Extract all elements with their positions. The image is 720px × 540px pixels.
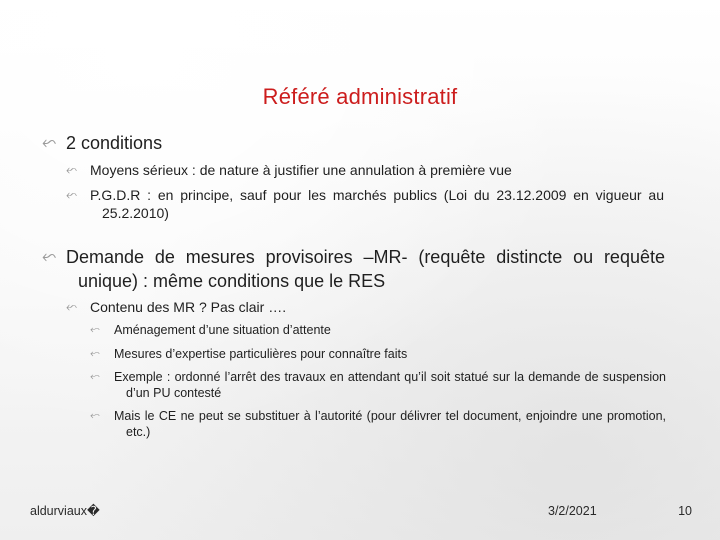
bullet-text: Contenu des MR ? Pas clair …. (90, 299, 287, 315)
footer-date: 3/2/2021 (548, 504, 597, 518)
sub-sub-bullet-ce: ⬿ Mais le CE ne peut se substituer à l’autorité (pour délivrer tel document, enjoindre une promotion, etc.) (90, 408, 666, 439)
bullet-text: P.G.D.R : en principe, sauf pour les marchés publics (Loi du 23.12.2009 en vigueur au 25.2.2010) (90, 187, 664, 221)
bullet-2-conditions: ⬿ 2 conditions (42, 132, 163, 153)
bullet-text: Exemple : ordonné l’arrêt des travaux en attendant qu’il soit statué sur la demande de suspension d’un PU contesté (114, 370, 666, 400)
footer-page-number: 10 (678, 504, 692, 518)
bullet-text: Aménagement d’une situation d’attente (114, 323, 331, 337)
sub-bullet-contenu-mr: ⬿ Contenu des MR ? Pas clair …. (66, 298, 287, 315)
sub-sub-bullet-amenagement: ⬿ Aménagement d’une situation d’attente (90, 322, 331, 337)
bullet-text: Demande de mesures provisoires –MR- (requête distincte ou requête unique) : même conditions que le RES (66, 247, 665, 291)
sub-bullet-pgdr: ⬿ P.G.D.R : en principe, sauf pour les marchés publics (Loi du 23.12.2009 en vigueur au 25.2.2010) (66, 186, 664, 221)
bullet-text: Mesures d’expertise particulières pour connaître faits (114, 347, 408, 361)
sub-sub-bullet-exemple: ⬿ Exemple : ordonné l’arrêt des travaux en attendant qu’il soit statué sur la demande de suspension d’un PU contesté (90, 369, 666, 400)
sub-sub-bullet-expertise: ⬿ Mesures d’expertise particulières pour connaître faits (90, 346, 408, 361)
sub-bullet-moyens-serieux: ⬿ Moyens sérieux : de nature à justifier une annulation à première vue (66, 161, 512, 178)
bullet-text: 2 conditions (66, 133, 163, 153)
bullet-text: Moyens sérieux : de nature à justifier une annulation à première vue (90, 162, 512, 178)
bullet-text: Mais le CE ne peut se substituer à l’autorité (pour délivrer tel document, enjoindre une promotion, etc.) (114, 409, 666, 439)
bullet-mesures-provisoires: ⬿ Demande de mesures provisoires –MR- (requête distincte ou requête unique) : même conditions que le RES (42, 246, 665, 291)
slide-title: Référé administratif (262, 84, 458, 109)
footer-author: aldurviaux� (30, 504, 100, 518)
